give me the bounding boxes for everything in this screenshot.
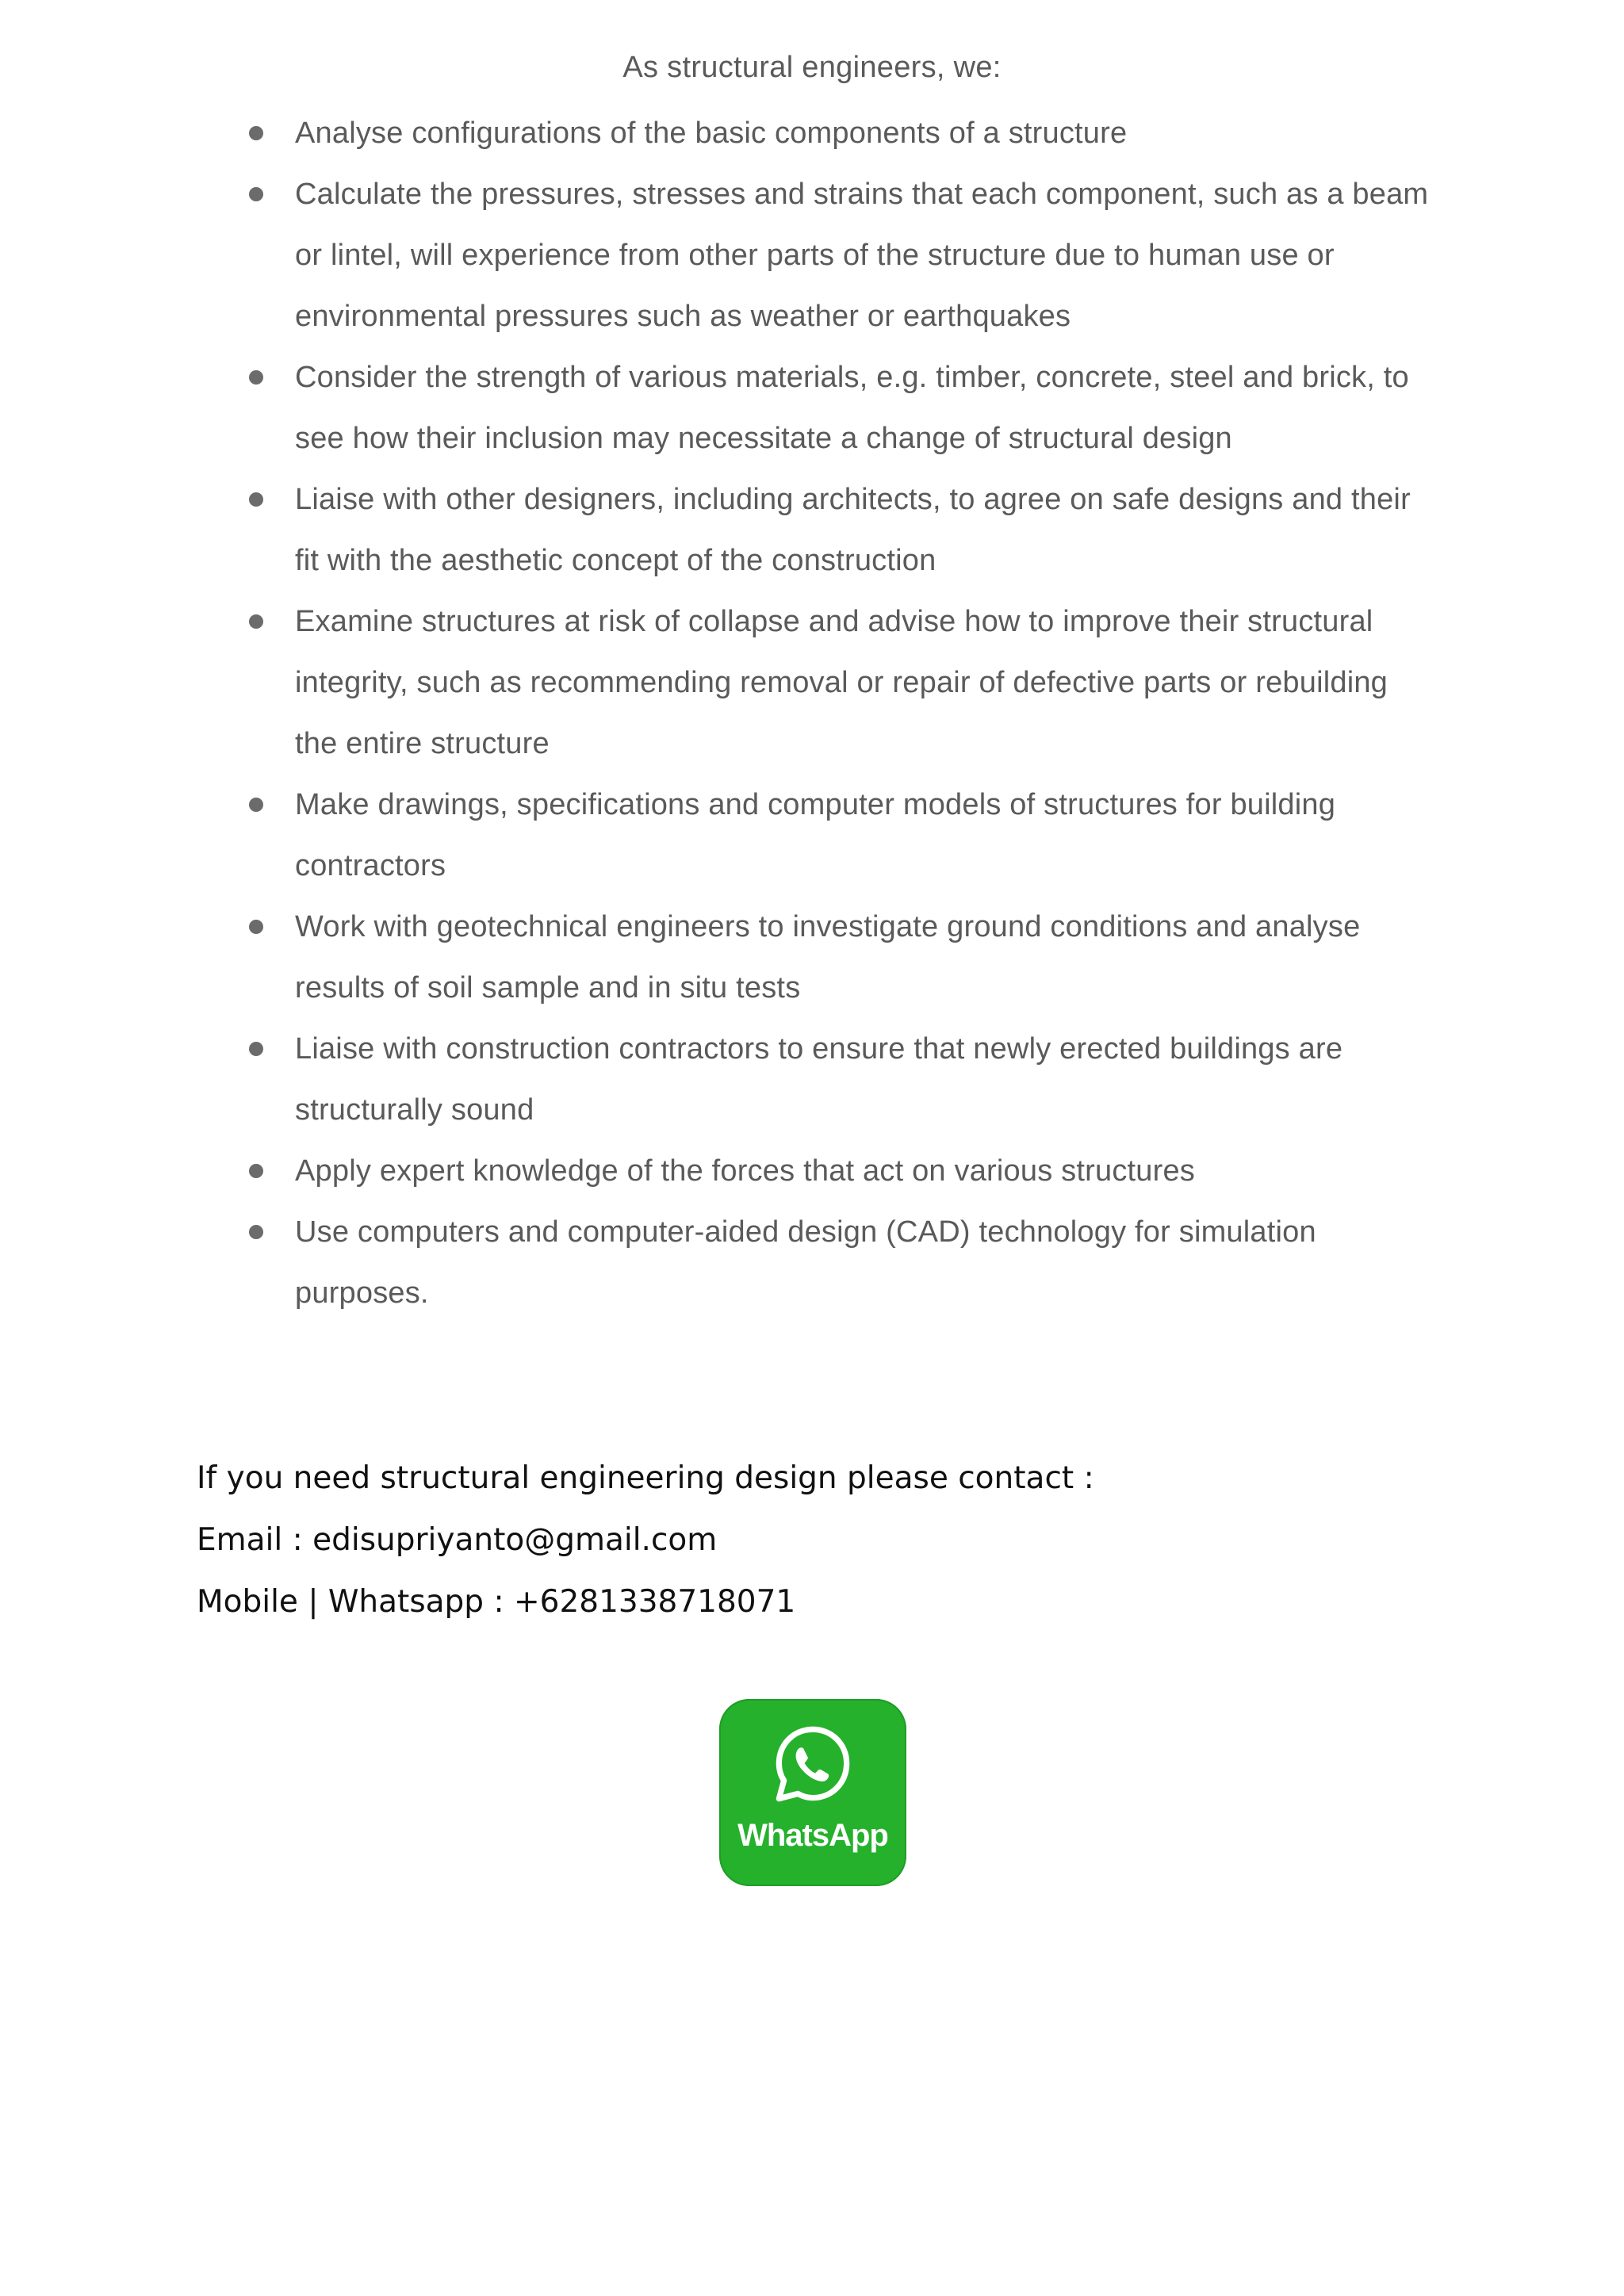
bullet-icon — [249, 1164, 263, 1178]
list-item — [295, 164, 1437, 347]
contact-mobile[interactable]: Mobile | Whatsapp : +6281338718071 — [197, 1584, 796, 1620]
list-item-text: Make drawings, specifications and computer models of structures for building contractors — [295, 788, 1336, 882]
bullet-icon — [249, 370, 263, 385]
whatsapp-logo[interactable] — [719, 1699, 906, 1886]
bullet-icon — [249, 1042, 263, 1056]
list-item-text: Liaise with construction contractors to ensure that newly erected buildings are structurally sound — [295, 1032, 1343, 1127]
whatsapp-label: WhatsApp — [737, 1818, 888, 1853]
list-item-text: Calculate the pressures, stresses and strains that each component, such as a beam or lintel, will experience from other parts of the structure due to human use or environmental pressures such as weather or earthquakes — [295, 178, 1429, 333]
list-item — [295, 103, 1437, 164]
contact-block — [197, 1448, 1094, 1633]
bullet-icon — [249, 1225, 263, 1239]
list-item — [295, 1202, 1437, 1324]
bullet-icon — [249, 614, 263, 629]
list-item-text: Use computers and computer-aided design (CAD) technology for simulation purposes. — [295, 1215, 1316, 1310]
bullet-icon — [249, 492, 263, 507]
contact-heading: If you need structural engineering design please contact : — [197, 1460, 1094, 1496]
list-item-text: Analyse configurations of the basic components of a structure — [295, 117, 1128, 150]
list-item — [295, 469, 1437, 591]
list-item-text: Liaise with other designers, including architects, to agree on safe designs and their fit with the aesthetic concept of the construction — [295, 483, 1411, 577]
list-item-text: Examine structures at risk of collapse and advise how to improve their structural integrity, such as recommending removal or repair of defective parts or rebuilding the entire structure — [295, 605, 1388, 760]
whatsapp-phone-icon — [772, 1723, 854, 1805]
list-item-text: Consider the strength of various materials, e.g. timber, concrete, steel and brick, to see how their inclusion may necessitate a change of structural design — [295, 361, 1409, 455]
list-item-text: Work with geotechnical engineers to investigate ground conditions and analyse results of soil sample and in situ tests — [295, 910, 1361, 1004]
list-item-text: Apply expert knowledge of the forces that act on various structures — [295, 1154, 1195, 1188]
duties-list — [295, 103, 1437, 1324]
list-item — [295, 897, 1437, 1019]
bullet-icon — [249, 798, 263, 812]
list-item — [295, 347, 1437, 469]
list-item — [295, 1141, 1437, 1202]
bullet-icon — [249, 126, 263, 140]
contact-email[interactable]: Email : edisupriyanto@gmail.com — [197, 1522, 718, 1558]
bullet-icon — [249, 187, 263, 201]
intro-text: As structural engineers, we: — [622, 51, 1002, 84]
bullet-icon — [249, 920, 263, 934]
list-item — [295, 591, 1437, 775]
list-item — [295, 1019, 1437, 1141]
list-item — [295, 775, 1437, 897]
